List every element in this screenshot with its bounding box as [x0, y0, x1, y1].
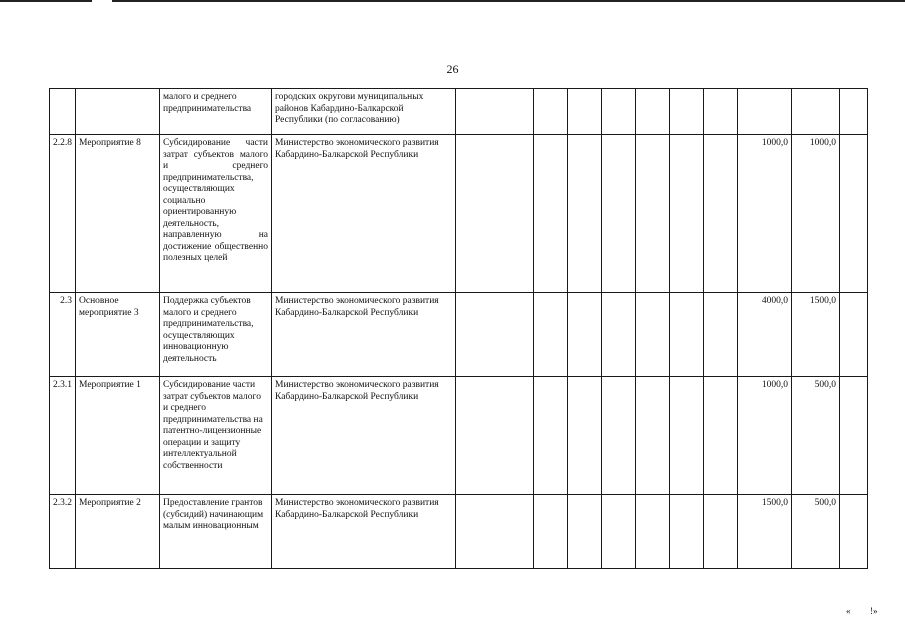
program-measures-table — [49, 88, 868, 569]
amount-cell-2: 500,0 — [792, 495, 840, 569]
empty-cell — [840, 89, 868, 135]
empty-cell — [704, 377, 738, 495]
measure-description-cell: Поддержка субъектов малого и среднего предпринимательства, осуществляющих инновационную деятельность — [160, 293, 272, 377]
executor-cell: Министерство экономического развития Кабардино-Балкарской Республики — [272, 135, 456, 293]
measure-description-cell: Субсидирование части затрат субъектов малого и среднего предпринимательства, осуществляющих социально ориентированную деятельность, направленную на достижение общественно полезных целей — [160, 135, 272, 293]
empty-cell — [602, 135, 636, 293]
amount-cell-1: 1000,0 — [738, 377, 792, 495]
empty-cell — [636, 293, 670, 377]
empty-cell — [670, 293, 704, 377]
empty-cell — [840, 495, 868, 569]
empty-cell — [456, 495, 534, 569]
empty-cell — [602, 293, 636, 377]
empty-cell — [636, 135, 670, 293]
empty-cell — [456, 135, 534, 293]
empty-cell — [636, 89, 670, 135]
empty-cell — [704, 135, 738, 293]
footer-mark-left: « — [846, 606, 851, 616]
empty-cell — [568, 377, 602, 495]
empty-cell — [670, 135, 704, 293]
amount-cell-1: 1500,0 — [738, 495, 792, 569]
empty-cell — [534, 293, 568, 377]
measure-description-cell: Предоставление грантов (субсидий) начинающим малым инновационным — [160, 495, 272, 569]
scan-edge-line-left — [0, 0, 92, 2]
empty-cell — [456, 293, 534, 377]
row-number-cell: 2.3.2 — [50, 495, 76, 569]
table-row — [50, 89, 868, 135]
empty-cell — [568, 495, 602, 569]
empty-cell — [636, 495, 670, 569]
measure-name-cell: Мероприятие 1 — [76, 377, 160, 495]
row-number-cell: 2.2.8 — [50, 135, 76, 293]
amount-cell-2: 500,0 — [792, 377, 840, 495]
empty-cell — [456, 377, 534, 495]
empty-cell — [670, 377, 704, 495]
empty-cell — [670, 89, 704, 135]
empty-cell — [456, 89, 534, 135]
empty-cell — [534, 135, 568, 293]
empty-cell — [534, 377, 568, 495]
amount-cell-2: 1500,0 — [792, 293, 840, 377]
executor-cell: Министерство экономического развития Кабардино-Балкарской Республики — [272, 377, 456, 495]
empty-cell — [602, 89, 636, 135]
empty-cell — [602, 495, 636, 569]
row-number-cell: 2.3.1 — [50, 377, 76, 495]
table-row — [50, 377, 868, 495]
amount-cell-1: 4000,0 — [738, 293, 792, 377]
empty-cell — [704, 89, 738, 135]
amount-cell-1: 1000,0 — [738, 135, 792, 293]
page-number: 26 — [446, 62, 459, 76]
empty-cell — [568, 293, 602, 377]
measure-name-cell: Основное мероприятие 3 — [76, 293, 160, 377]
table-row — [50, 495, 868, 569]
empty-cell — [840, 377, 868, 495]
executor-cell: городских округови муниципальных районов Кабардино-Балкарской Республики (по согласованию) — [272, 89, 456, 135]
executor-cell: Министерство экономического развития Кабардино-Балкарской Республики — [272, 293, 456, 377]
empty-cell — [840, 135, 868, 293]
empty-cell — [704, 495, 738, 569]
executor-cell: Министерство экономического развития Кабардино-Балкарской Республики — [272, 495, 456, 569]
amount-cell-2: 1000,0 — [792, 135, 840, 293]
empty-cell — [534, 495, 568, 569]
empty-cell — [568, 135, 602, 293]
footer-mark-right: !» — [870, 606, 878, 616]
empty-cell — [670, 495, 704, 569]
empty-cell — [636, 377, 670, 495]
amount-cell-1 — [738, 89, 792, 135]
empty-cell — [602, 377, 636, 495]
empty-cell — [534, 89, 568, 135]
measure-name-cell — [76, 89, 160, 135]
measure-name-cell: Мероприятие 8 — [76, 135, 160, 293]
empty-cell — [840, 293, 868, 377]
measure-description-cell: малого и среднего предпринимательства — [160, 89, 272, 135]
empty-cell — [568, 89, 602, 135]
table-row — [50, 293, 868, 377]
empty-cell — [704, 293, 738, 377]
scan-edge-line-right — [112, 0, 905, 2]
measure-name-cell: Мероприятие 2 — [76, 495, 160, 569]
row-number-cell — [50, 89, 76, 135]
table-row — [50, 135, 868, 293]
row-number-cell: 2.3 — [50, 293, 76, 377]
measure-description-cell: Субсидирование части затрат субъектов малого и среднего предпринимательства на патентно-лицензионные операции и защиту интеллектуальной собственности — [160, 377, 272, 495]
amount-cell-2 — [792, 89, 840, 135]
